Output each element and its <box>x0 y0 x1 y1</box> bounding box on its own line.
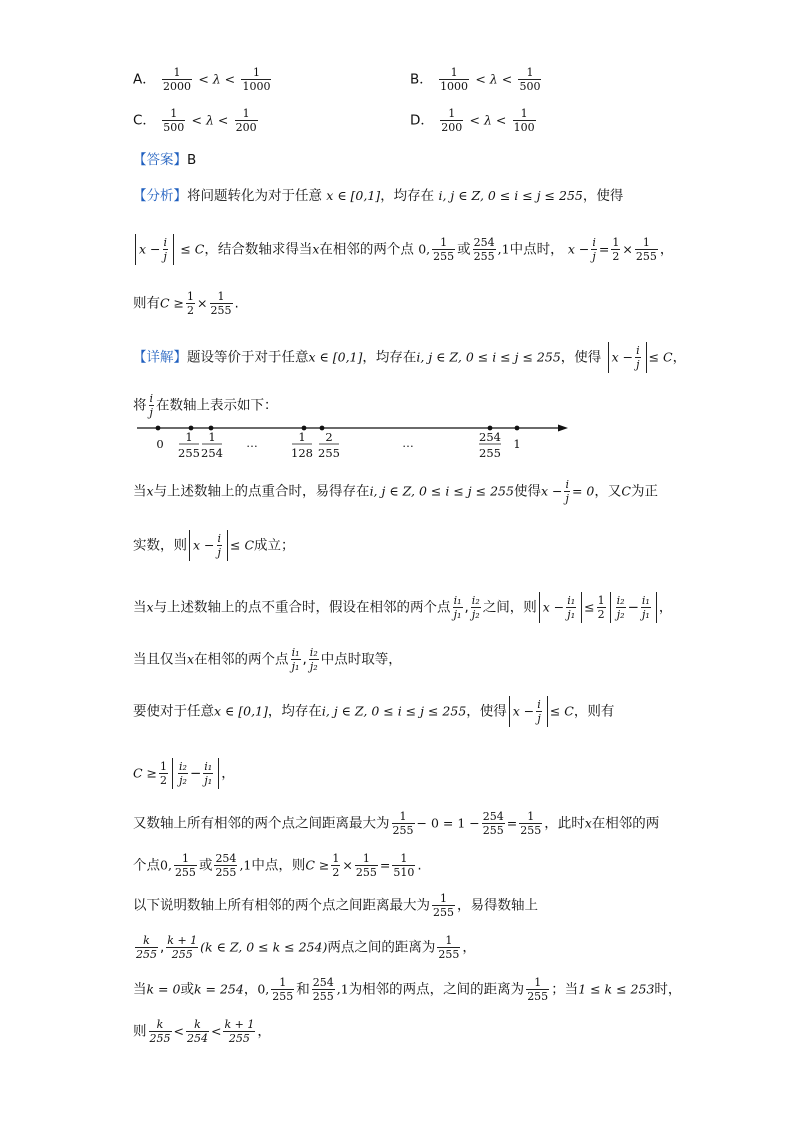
label-1-254-num: 1 <box>208 430 216 444</box>
detail-para-10: $\frac{k}{255}$ , $\frac{k + 1}{255}$ (k ∈ Z, 0 ≤ k ≤ 254)两点之间的距离为 $\frac{1}{255}$ ， <box>136 934 476 961</box>
point-zero <box>156 426 161 431</box>
option-a[interactable]: A． $\frac{1}{2000}$ < λ < $\frac{1}{1000}$ <box>133 66 271 93</box>
label-1-128-num: 1 <box>298 430 306 444</box>
option-a-right-frac: $\frac{1}{1000}$ <box>242 66 271 93</box>
abs-diff: $\frac{\text{i₂}}{\text{j₂}}$ − $\frac{\text{i₁}}{\text{j₁}}$ <box>610 592 657 623</box>
point-2-255 <box>320 426 325 431</box>
option-d-left-frac: $\frac{1}{200}$ <box>441 107 463 134</box>
label-ellipsis-1: … <box>246 436 258 450</box>
detail-para-7: 又数轴上所有相邻的两个点之间距离最大为 $\frac{1}{255}$ − 0 = 1 − $\frac{254}{255}$ = $\frac{1}{255}$ ，此时x在相邻的两 <box>133 810 660 837</box>
detail-para-1: 当x与上述数轴上的点重合时，易得存在i, j ∈ Z, 0 ≤ i ≤ j ≤ 255使得x − $\frac{i}{j}$ = 0，又C为正 <box>133 478 658 505</box>
analysis-line-3: 则有C ≥ $\frac{1}{2}$ × $\frac{1}{255}$ . <box>133 290 239 317</box>
abs-expression: x − $\frac{i}{j}$ <box>509 696 548 727</box>
option-b-left-frac: $\frac{1}{1000}$ <box>440 66 469 93</box>
option-b[interactable]: B． $\frac{1}{1000}$ < λ < $\frac{1}{500}$ <box>410 66 541 93</box>
option-c[interactable]: C． $\frac{1}{500}$ < λ < $\frac{1}{200}$ <box>133 107 257 134</box>
label-2-255-num: 2 <box>325 430 333 444</box>
detail-line-2: 将 $\frac{i}{j}$ 在数轴上表示如下： <box>133 392 278 419</box>
option-d[interactable]: D． $\frac{1}{200}$ < λ < $\frac{1}{100}$ <box>410 107 535 134</box>
label-zero: 0 <box>156 437 164 451</box>
abs-diff: $\frac{\text{i₂}}{\text{j₂}}$ − $\frac{\text{i₁}}{\text{j₁}}$ <box>172 758 219 789</box>
option-c-right-frac: $\frac{1}{200}$ <box>235 107 257 134</box>
label-254-255-num: 254 <box>479 430 501 444</box>
detail-para-12: 则 $\frac{k}{255}$ < $\frac{k}{254}$ < $\frac{k + 1}{255}$ ， <box>133 1018 271 1045</box>
point-one <box>515 426 520 431</box>
abs-expression: x − $\frac{i}{j}$ <box>135 234 174 265</box>
detail-para-9: 以下说明数轴上所有相邻的两个点之间距离最大为 $\frac{1}{255}$ ，易得数轴上 <box>133 892 538 919</box>
abs-expression: x − $\frac{i}{j}$ <box>608 342 647 373</box>
label-1-255-num: 1 <box>185 430 193 444</box>
detail-para-5: 要使对于任意x ∈ [0,1]，均存在i, j ∈ Z, 0 ≤ i ≤ j ≤ 255，使得 x − $\frac{i}{j}$ ≤ C，则有 <box>133 698 615 725</box>
label-254-255-den: 255 <box>479 446 501 460</box>
label-1-254-den: 254 <box>201 446 223 460</box>
number-line <box>0 0 794 470</box>
analysis-line-1: 【分析】将问题转化为对于任意 x ∈ [0,1]，均存在 i, j ∈ Z, 0 ≤ i ≤ j ≤ 255，使得 <box>133 188 624 204</box>
answer-tag: 【答案】 <box>133 152 187 168</box>
detail-line-1: 【详解】题设等价于对于任意x ∈ [0,1]，均存在i, j ∈ Z, 0 ≤ i ≤ j ≤ 255，使得 x − $\frac{i}{j}$ ≤ C， <box>133 344 687 371</box>
detail-para-11: 当k = 0或k = 254，0, $\frac{1}{255}$ 和 $\frac{254}{255}$ ,1为相邻的两点，之间的距离为 $\frac{1}{255}$ ；当1 ≤ k ≤ 253时， <box>133 976 682 1003</box>
option-b-right-frac: $\frac{1}{500}$ <box>519 66 541 93</box>
label-one: 1 <box>513 437 521 451</box>
option-c-left-frac: $\frac{1}{500}$ <box>163 107 185 134</box>
detail-para-3: 当x与上述数轴上的点不重合时，假设在相邻的两个点 $\frac{\text{i₁}}{\text{j₁}}$ , $\frac{\text{i₂}}{\text{j₂}}$ 之间，则 x − $\frac{\text{i₁}}{\text{j₁}}$ ≤ $\frac{1}{2}$ $\frac{\text{i₂}}{\text{j₂}}$ − $\frac{\text{i₁}}{\text{j₁}}$ ， <box>133 594 673 621</box>
label-1-255-den: 255 <box>178 446 200 460</box>
detail-para-2: 实数，则 x − $\frac{i}{j}$ ≤ C成立； <box>133 532 295 559</box>
detail-para-8: 个点0, $\frac{1}{255}$ 或 $\frac{254}{255}$ ,1中点，则C ≥ $\frac{1}{2}$ × $\frac{1}{255}$ = $\frac{1}{510}$ . <box>133 852 422 879</box>
analysis-line-2: x − $\frac{i}{j}$ ≤ C，结合数轴求得当x在相邻的两个点 0, $\frac{1}{255}$ 或 $\frac{254}{255}$ ,1中点时， x − $\frac{i}{j}$ = $\frac{1}{2}$ × $\frac{1}{255}$ ， <box>133 234 673 265</box>
detail-para-6: C ≥ $\frac{1}{2}$ $\frac{\text{i₂}}{\text{j₂}}$ − $\frac{\text{i₁}}{\text{j₁}}$ ， <box>133 760 235 787</box>
detail-para-4: 当且仅当x在相邻的两个点 $\frac{\text{i₁}}{\text{j₁}}$ , $\frac{\text{i₂}}{\text{j₂}}$ 中点时取等， <box>133 646 402 673</box>
answer-value: B <box>187 152 197 168</box>
abs-expression: x − $\frac{i}{j}$ <box>189 530 228 561</box>
number-line-arrow <box>558 425 568 432</box>
label-1-128-den: 128 <box>291 446 313 460</box>
abs-expression: x − $\frac{\text{i₁}}{\text{j₁}}$ <box>539 592 582 623</box>
option-d-right-frac: $\frac{1}{100}$ <box>513 107 535 134</box>
option-a-left-frac: $\frac{1}{2000}$ <box>163 66 192 93</box>
label-2-255-den: 255 <box>318 446 340 460</box>
label-ellipsis-2: … <box>402 436 414 450</box>
